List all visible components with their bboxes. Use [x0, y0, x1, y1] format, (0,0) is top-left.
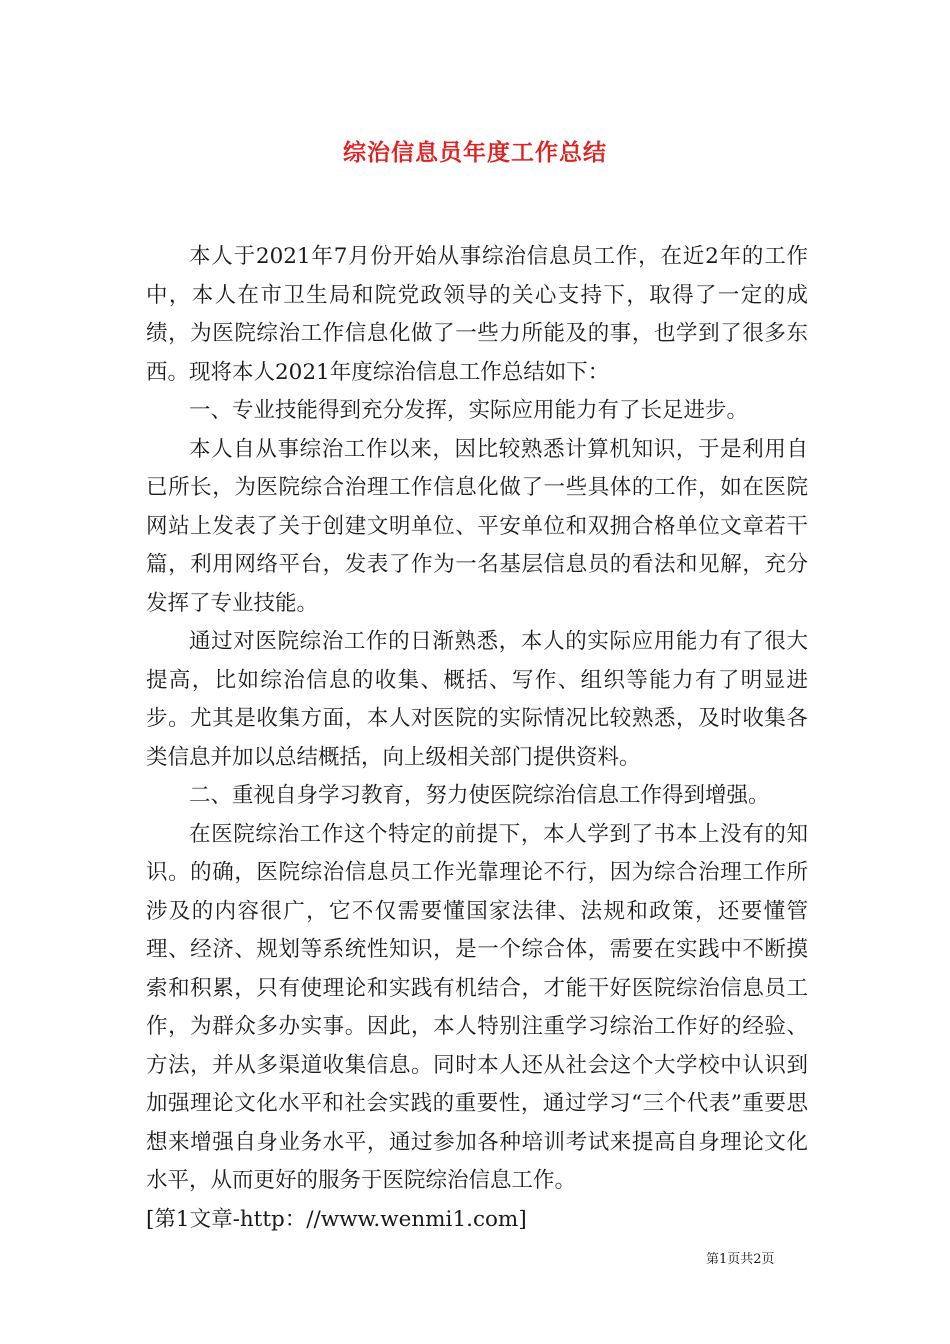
- paragraph-skills: 本人自从事综治工作以来，因比较熟悉计算机知识，于是利用自已所长，为医院综合治理工作信息化做了一些具体的工作，如在医院网站上发表了关于创建文明单位、平安单位和双拥合格单位文章若干篇，利用网络平台，发表了作为一名基层信息员的看法和见解，充分发挥了专业技能。: [146, 436, 808, 616]
- page-number: 第1页共2页: [706, 1252, 775, 1267]
- section-heading-1: 一、专业技能得到充分发挥，实际应用能力有了长足进步。: [189, 398, 749, 423]
- document-body: [146, 238, 808, 1239]
- paragraph-intro: 本人于2021年7月份开始从事综治信息员工作，在近2年的工作中，本人在市卫生局和院党政领导的关心支持下，取得了一定的成绩，为医院综治工作信息化做了一些力所能及的事，也学到了很多东西。现将本人2021年度综治信息工作总结如下：: [146, 244, 808, 385]
- paragraph-ability: 通过对医院综治工作的日渐熟悉，本人的实际应用能力有了很大提高，比如综治信息的收集、概括、写作、组织等能力有了明显进步。尤其是收集方面，本人对医院的实际情况比较熟悉，及时收集各类信息并加以总结概括，向上级相关部门提供资料。: [146, 629, 808, 770]
- source-note: [第1文章-http：//www.wenmi1.com]: [146, 1206, 527, 1232]
- paragraph-learning: 在医院综治工作这个特定的前提下，本人学到了书本上没有的知识。的确，医院综治信息员工作光靠理论不行，因为综合治理工作所涉及的内容很广，它不仅需要懂国家法律、法规和政策，还要懂管理、经济、规划等系统性知识，是一个综合体，需要在实践中不断摸索和积累，只有使理论和实践有机结合，才能干好医院综治信息员工作，为群众多办实事。因此，本人特别注重学习综治工作好的经验、方法，并从多渠道收集信息。同时本人还从社会这个大学校中认识到加强理论文化水平和社会实践的重要性，通过学习“三个代表”重要思想来增强自身业务水平，通过参加各种培训考试来提高自身理论文化水平，从而更好的服务于医院综治信息工作。: [146, 821, 808, 1193]
- section-heading-2: 二、重视自身学习教育，努力使医院综治信息工作得到增强。: [189, 783, 770, 808]
- document-title: 综治信息员年度工作总结: [343, 140, 607, 166]
